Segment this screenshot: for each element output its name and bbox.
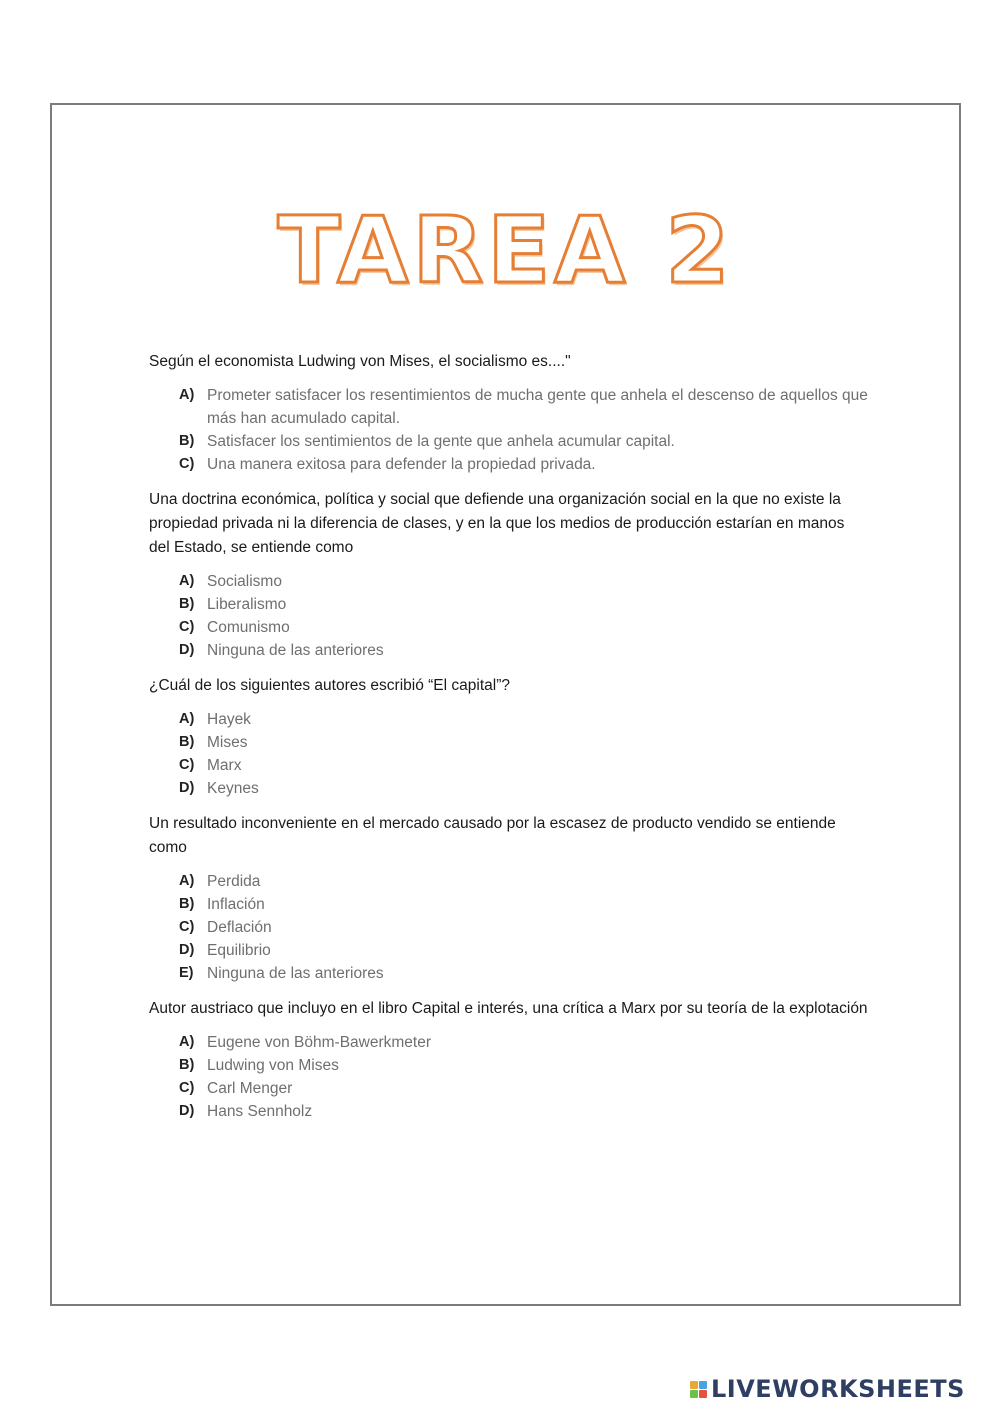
option-item[interactable] xyxy=(179,916,869,939)
option-text: Socialismo xyxy=(207,573,282,590)
options-list xyxy=(149,570,869,662)
option-item[interactable] xyxy=(179,1031,869,1054)
option-item[interactable] xyxy=(179,1100,869,1123)
option-item[interactable] xyxy=(179,430,869,453)
liveworksheets-icon xyxy=(690,1381,707,1398)
option-letter: C) xyxy=(179,456,195,472)
question-text: ¿Cuál de los siguientes autores escribió “El capital”? xyxy=(149,677,510,694)
option-item[interactable] xyxy=(179,777,869,800)
option-letter: E) xyxy=(179,965,194,981)
brand-name: LIVEWORKSHEETS xyxy=(711,1375,965,1403)
option-letter: D) xyxy=(179,1103,195,1119)
option-letter: A) xyxy=(179,573,195,589)
worksheet-page xyxy=(50,103,961,1306)
options-list xyxy=(149,384,869,476)
option-text: Hans Sennholz xyxy=(207,1103,313,1120)
questions-container xyxy=(149,350,869,1135)
options-list xyxy=(149,708,869,800)
option-text: Satisfacer los sentimientos de la gente que anhela acumular capital. xyxy=(207,433,675,450)
option-item[interactable] xyxy=(179,754,869,777)
option-item[interactable] xyxy=(179,893,869,916)
logo-square xyxy=(690,1381,698,1389)
option-text: Marx xyxy=(207,757,242,774)
option-item[interactable] xyxy=(179,616,869,639)
option-item[interactable] xyxy=(179,453,869,476)
option-text: Ninguna de las anteriores xyxy=(207,965,384,982)
option-item[interactable] xyxy=(179,962,869,985)
option-item[interactable] xyxy=(179,1077,869,1100)
option-letter: A) xyxy=(179,1034,195,1050)
logo-square xyxy=(690,1390,698,1398)
option-letter: B) xyxy=(179,896,195,912)
option-text: Mises xyxy=(207,734,248,751)
option-letter: C) xyxy=(179,919,195,935)
liveworksheets-logo[interactable] xyxy=(690,1376,965,1402)
options-list xyxy=(149,870,869,985)
option-letter: A) xyxy=(179,711,195,727)
option-letter: D) xyxy=(179,942,195,958)
question-text: Según el economista Ludwing von Mises, el socialismo es...." xyxy=(149,353,571,370)
option-letter: D) xyxy=(179,780,195,796)
option-item[interactable] xyxy=(179,870,869,893)
option-text: Prometer satisfacer los resentimientos de mucha gente que anhela el descenso de aquellos que más han acumulado capital. xyxy=(207,387,868,427)
option-letter: B) xyxy=(179,1057,195,1073)
option-text: Ludwing von Mises xyxy=(207,1057,339,1074)
option-letter: B) xyxy=(179,433,195,449)
option-text: Equilibrio xyxy=(207,942,271,959)
worksheet-title: TAREA 2 xyxy=(277,197,734,304)
option-item[interactable] xyxy=(179,639,869,662)
option-text: Deflación xyxy=(207,919,272,936)
question-text: Autor austriaco que incluyo en el libro Capital e interés, una crítica a Marx por su teoría de la explotación xyxy=(149,1000,868,1017)
option-text: Eugene von Böhm-Bawerkmeter xyxy=(207,1034,432,1051)
option-letter: A) xyxy=(179,387,195,403)
option-item[interactable] xyxy=(179,593,869,616)
option-text: Keynes xyxy=(207,780,259,797)
option-text: Carl Menger xyxy=(207,1080,293,1097)
option-letter: C) xyxy=(179,619,195,635)
option-text: Hayek xyxy=(207,711,251,728)
option-text: Comunismo xyxy=(207,619,290,636)
option-letter: B) xyxy=(179,596,195,612)
option-letter: B) xyxy=(179,734,195,750)
logo-square xyxy=(699,1390,707,1398)
option-item[interactable] xyxy=(179,731,869,754)
option-item[interactable] xyxy=(179,1054,869,1077)
option-text: Ninguna de las anteriores xyxy=(207,642,384,659)
logo-square xyxy=(699,1381,707,1389)
option-item[interactable] xyxy=(179,384,869,430)
option-item[interactable] xyxy=(179,939,869,962)
option-letter: C) xyxy=(179,757,195,773)
option-text: Inflación xyxy=(207,896,265,913)
option-item[interactable] xyxy=(179,570,869,593)
option-letter: A) xyxy=(179,873,195,889)
options-list xyxy=(149,1031,869,1123)
question-text: Un resultado inconveniente en el mercado causado por la escasez de producto vendido se entiende como xyxy=(149,815,836,856)
question-text: Una doctrina económica, política y social que defiende una organización social en la que no existe la propiedad privada ni la diferencia de clases, y en la que los medios de producción estarían en manos del Estado, se entiende como xyxy=(149,491,845,556)
option-letter: C) xyxy=(179,1080,195,1096)
option-text: Una manera exitosa para defender la propiedad privada. xyxy=(207,456,596,473)
option-letter: D) xyxy=(179,642,195,658)
option-item[interactable] xyxy=(179,708,869,731)
option-text: Liberalismo xyxy=(207,596,287,613)
option-text: Perdida xyxy=(207,873,261,890)
